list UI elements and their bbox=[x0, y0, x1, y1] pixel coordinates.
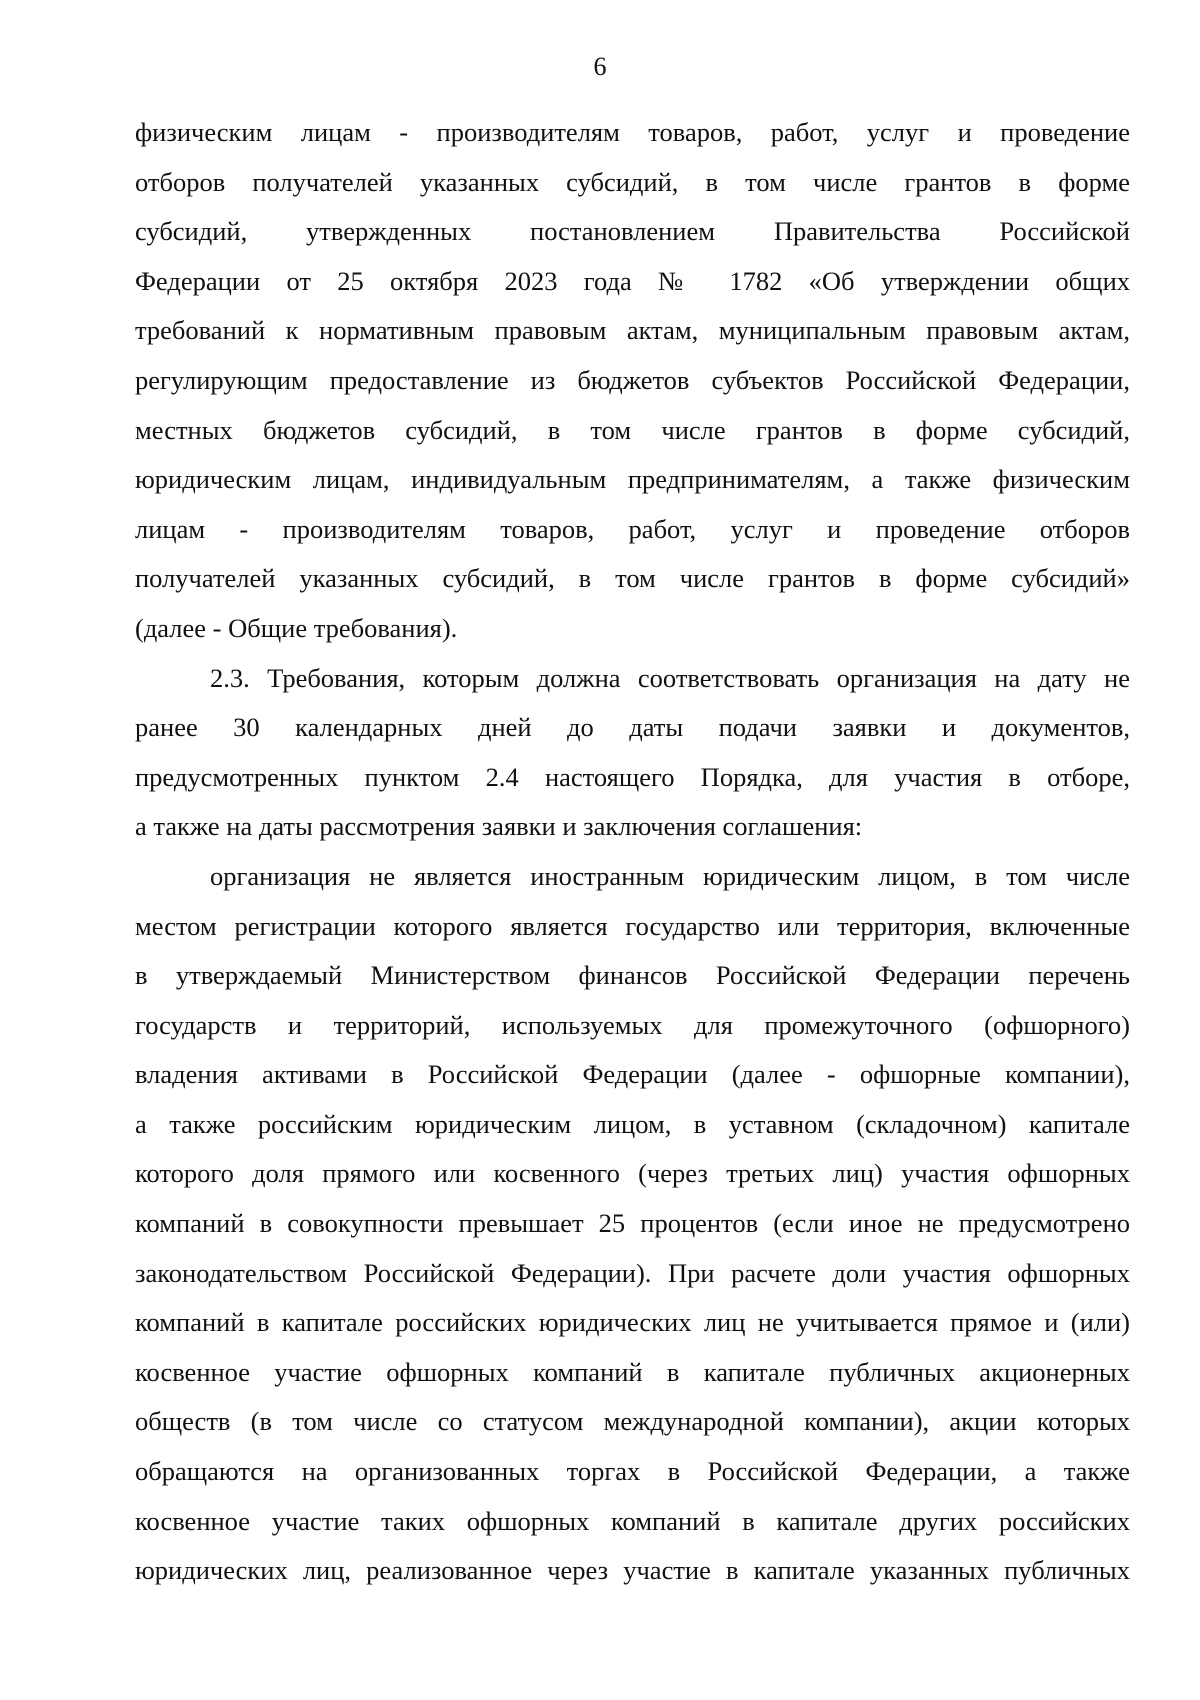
text-line: а также на даты рассмотрения заявки и заключения соглашения: bbox=[135, 811, 863, 842]
text-line: государств и территорий, используемых для промежуточного (офшорного) bbox=[135, 1009, 1130, 1040]
text-line: компаний в капитале российских юридических лиц не учитывается прямое и (или) bbox=[135, 1307, 1130, 1338]
text-line: (далее - Общие требования). bbox=[135, 612, 458, 643]
text-line: субсидий, утвержденных постановлением Правительства Российской bbox=[135, 216, 1130, 247]
text-line: получателей указанных субсидий, в том числе грантов в форме субсидий» bbox=[135, 563, 1130, 594]
text-line: которого доля прямого или косвенного (через третьих лиц) участия офшорных bbox=[135, 1158, 1130, 1189]
text-line: требований к нормативным правовым актам, муниципальным правовым актам, bbox=[135, 315, 1130, 346]
text-line: косвенное участие таких офшорных компаний в капитале других российских bbox=[135, 1505, 1130, 1536]
text-line: предусмотренных пунктом 2.4 настоящего Порядка, для участия в отборе, bbox=[135, 761, 1130, 792]
text-line: в утверждаемый Министерством финансов Российской Федерации перечень bbox=[135, 960, 1130, 991]
text-line: ранее 30 календарных дней до даты подачи заявки и документов, bbox=[135, 712, 1130, 743]
text-line: местом регистрации которого является государство или территория, включенные bbox=[135, 910, 1130, 941]
text-line: регулирующим предоставление из бюджетов субъектов Российской Федерации, bbox=[135, 364, 1130, 395]
text-line: физическим лицам - производителям товаров, работ, услуг и проведение bbox=[135, 117, 1130, 147]
text-line: законодательством Российской Федерации). При расчете доли участия офшорных bbox=[135, 1257, 1130, 1288]
text-line: обращаются на организованных торгах в Российской Федерации, а также bbox=[135, 1456, 1130, 1487]
text-line: косвенное участие офшорных компаний в капитале публичных акционерных bbox=[135, 1356, 1130, 1387]
text-line: Федерации от 25 октября 2023 года № 1782 «Об утверждении общих bbox=[135, 265, 1130, 296]
text-line: владения активами в Российской Федерации (далее - офшорные компании), bbox=[135, 1059, 1130, 1090]
text-line: лицам - производителям товаров, работ, услуг и проведение отборов bbox=[135, 513, 1130, 544]
text-line: а также российским юридическим лицом, в уставном (складочном) капитале bbox=[135, 1108, 1130, 1139]
text-line: 2.3. Требования, которым должна соответствовать организация на дату не bbox=[210, 662, 1130, 693]
text-line: местных бюджетов субсидий, в том числе грантов в форме субсидий, bbox=[135, 414, 1130, 445]
text-line: юридическим лицам, индивидуальным предпринимателям, а также физическим bbox=[135, 464, 1130, 495]
text-line: отборов получателей указанных субсидий, в том числе грантов в форме bbox=[135, 166, 1130, 197]
text-line: юридических лиц, реализованное через участие в капитале указанных публичных bbox=[135, 1555, 1130, 1586]
text-line: обществ (в том числе со статусом международной компании), акции которых bbox=[135, 1406, 1130, 1437]
document-body bbox=[135, 108, 1130, 1596]
page-number: 6 bbox=[593, 52, 607, 81]
text-line: компаний в совокупности превышает 25 процентов (если иное не предусмотрено bbox=[135, 1208, 1130, 1239]
text-line: организация не является иностранным юридическим лицом, в том числе bbox=[210, 860, 1130, 891]
